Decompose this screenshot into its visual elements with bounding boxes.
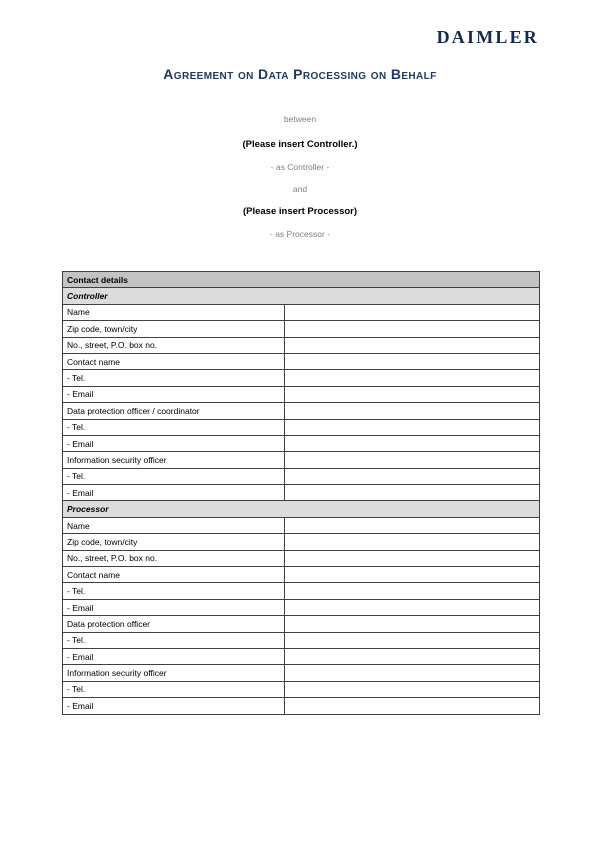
as-controller-text: - as Controller - [270,162,330,172]
table-row [63,272,540,288]
field-value-cell [285,353,540,369]
table-row [63,452,540,468]
daimler-logo: DAIMLER [436,27,539,47]
field-label: - Tel. [63,370,285,386]
field-label: - Tel. [63,419,285,435]
table-row [63,599,540,615]
field-label: - Email [63,698,285,714]
table-row [63,337,540,353]
table-row [63,583,540,599]
field-label: - Tel. [63,632,285,648]
section-header-controller: Controller [63,288,540,304]
field-label: Contact name [63,567,285,583]
table-row [63,353,540,369]
field-label: No., street, P.O. box no. [63,337,285,353]
table-row [63,468,540,484]
table-row [63,681,540,697]
field-label: - Tel. [63,681,285,697]
field-label: No., street, P.O. box no. [63,550,285,566]
field-value-cell [285,632,540,648]
table-row [63,517,540,533]
section-header-processor: Processor [63,501,540,517]
contact-table-body [63,272,540,715]
field-value-cell [285,386,540,402]
table-row [63,435,540,451]
table-row [63,485,540,501]
field-label: Zip code, town/city [63,321,285,337]
field-label: Information security officer [63,452,285,468]
field-label: - Email [63,648,285,664]
field-value-cell [285,599,540,615]
field-label: - Email [63,435,285,451]
field-value-cell [285,452,540,468]
table-row [63,616,540,632]
table-header-contact-details: Contact details [63,272,540,288]
field-value-cell [285,304,540,320]
field-value-cell [285,337,540,353]
table-row [63,419,540,435]
field-label: Zip code, town/city [63,534,285,550]
page-title: Agreement on Data Processing on Behalf [163,66,437,82]
table-row [63,321,540,337]
table-row [63,698,540,714]
field-label: Name [63,517,285,533]
table-row [63,648,540,664]
table-row [63,370,540,386]
table-row [63,304,540,320]
field-label: Contact name [63,353,285,369]
field-label: - Email [63,386,285,402]
field-value-cell [285,517,540,533]
field-value-cell [285,681,540,697]
field-value-cell [285,435,540,451]
table-row [63,403,540,419]
field-label: - Email [63,485,285,501]
field-label: Data protection officer [63,616,285,632]
field-value-cell [285,321,540,337]
as-processor-text: - as Processor - [270,229,330,239]
processor-placeholder-text: (Please insert Processor) [242,206,358,217]
table-row [63,550,540,566]
field-value-cell [285,485,540,501]
table-row [63,386,540,402]
field-value-cell [285,567,540,583]
table-row [63,567,540,583]
field-value-cell [285,468,540,484]
table-row [63,501,540,517]
intro-and-text: and [292,184,308,194]
table-row [63,665,540,681]
field-value-cell [285,616,540,632]
field-label: Information security officer [63,665,285,681]
field-value-cell [285,550,540,566]
field-value-cell [285,419,540,435]
table-row [63,288,540,304]
field-label: - Email [63,599,285,615]
table-row [63,534,540,550]
contact-details-table [62,271,540,715]
field-value-cell [285,583,540,599]
field-label: - Tel. [63,468,285,484]
field-label: - Tel. [63,583,285,599]
table-row [63,632,540,648]
controller-placeholder-text: (Please insert Controller.) [242,139,358,150]
field-value-cell [285,403,540,419]
field-value-cell [285,534,540,550]
field-value-cell [285,370,540,386]
field-value-cell [285,648,540,664]
field-value-cell [285,665,540,681]
field-label: Data protection officer / coordinator [63,403,285,419]
field-value-cell [285,698,540,714]
intro-between-text: between [283,114,317,124]
field-label: Name [63,304,285,320]
